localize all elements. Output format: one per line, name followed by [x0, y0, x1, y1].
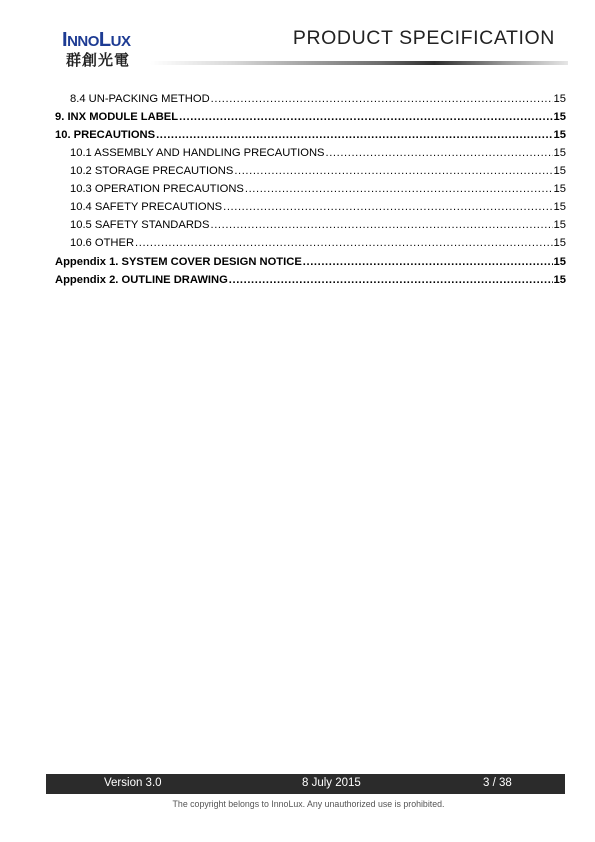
toc-entry[interactable]	[70, 219, 566, 232]
toc-entry-label: 10.5 SAFETY STANDARDS	[70, 219, 210, 231]
company-logo	[62, 29, 162, 73]
toc-entry-page: 15	[553, 201, 566, 213]
toc-leader-dots	[210, 219, 552, 232]
toc-entry-label: 10.4 SAFETY PRECAUTIONS	[70, 201, 223, 213]
toc-leader-dots	[234, 165, 552, 178]
toc-entry-page: 15	[553, 256, 566, 268]
toc-entry-page: 15	[553, 274, 566, 286]
footer-version: Version 3.0	[104, 777, 162, 789]
logo-letters-2: NNO	[67, 33, 99, 50]
logo-letters-4: UX	[110, 33, 131, 50]
logo-english-text	[62, 29, 130, 53]
toc-leader-dots	[156, 129, 552, 142]
toc-entry-label: Appendix 1. SYSTEM COVER DESIGN NOTICE	[55, 256, 302, 268]
toc-entry-page: 15	[553, 219, 566, 231]
logo-chinese-text: 群創光電	[66, 51, 131, 69]
toc-entry-page: 15	[553, 165, 566, 177]
toc-entry-label: 10.6 OTHER	[70, 237, 135, 249]
toc-entry-label: 10.2 STORAGE PRECAUTIONS	[70, 165, 234, 177]
toc-entry-page: 15	[553, 111, 566, 123]
logo-letter-3: L	[98, 29, 111, 51]
toc-entry[interactable]	[70, 237, 566, 250]
toc-entry-page: 15	[553, 237, 566, 249]
toc-entry-label: 10.3 OPERATION PRECAUTIONS	[70, 183, 244, 195]
toc-entry[interactable]	[70, 93, 566, 106]
logo-letter-1: I	[62, 29, 68, 51]
footer-page-number: 3 / 38	[483, 777, 512, 789]
toc-entry-page: 15	[553, 129, 566, 141]
toc-leader-dots	[211, 93, 553, 106]
toc-entry[interactable]	[55, 129, 566, 142]
toc-leader-dots	[326, 147, 553, 160]
toc-entry-label: 10. PRECAUTIONS	[55, 129, 156, 141]
toc-leader-dots	[303, 256, 553, 269]
toc-entry-page: 15	[553, 183, 566, 195]
footer-bar	[46, 774, 565, 794]
toc-leader-dots	[229, 274, 553, 287]
toc-entry-label: Appendix 2. OUTLINE DRAWING	[55, 274, 228, 286]
toc-entry-label: 10.1 ASSEMBLY AND HANDLING PRECAUTIONS	[70, 147, 325, 159]
toc-entry[interactable]	[70, 183, 566, 196]
toc-entry-label: 8.4 UN-PACKING METHOD	[70, 93, 210, 105]
copyright-notice: The copyright belongs to InnoLux. Any unauthorized use is prohibited.	[172, 799, 445, 809]
toc-leader-dots	[135, 237, 553, 250]
toc-entry[interactable]	[70, 201, 566, 214]
toc-entry-page: 15	[553, 93, 566, 105]
toc-entry[interactable]	[70, 147, 566, 160]
toc-entry[interactable]	[55, 274, 566, 287]
toc-entry[interactable]	[55, 256, 566, 269]
toc-entry-label: 9. INX MODULE LABEL	[55, 111, 179, 123]
footer-date: 8 July 2015	[302, 777, 361, 789]
toc-entry[interactable]	[55, 111, 566, 124]
toc-entry[interactable]	[70, 165, 566, 178]
toc-entry-page: 15	[553, 147, 566, 159]
toc-leader-dots	[179, 111, 552, 124]
document-title: PRODUCT SPECIFICATION	[292, 27, 555, 49]
toc-leader-dots	[245, 183, 553, 196]
toc-leader-dots	[223, 201, 552, 214]
header-divider	[150, 61, 568, 65]
